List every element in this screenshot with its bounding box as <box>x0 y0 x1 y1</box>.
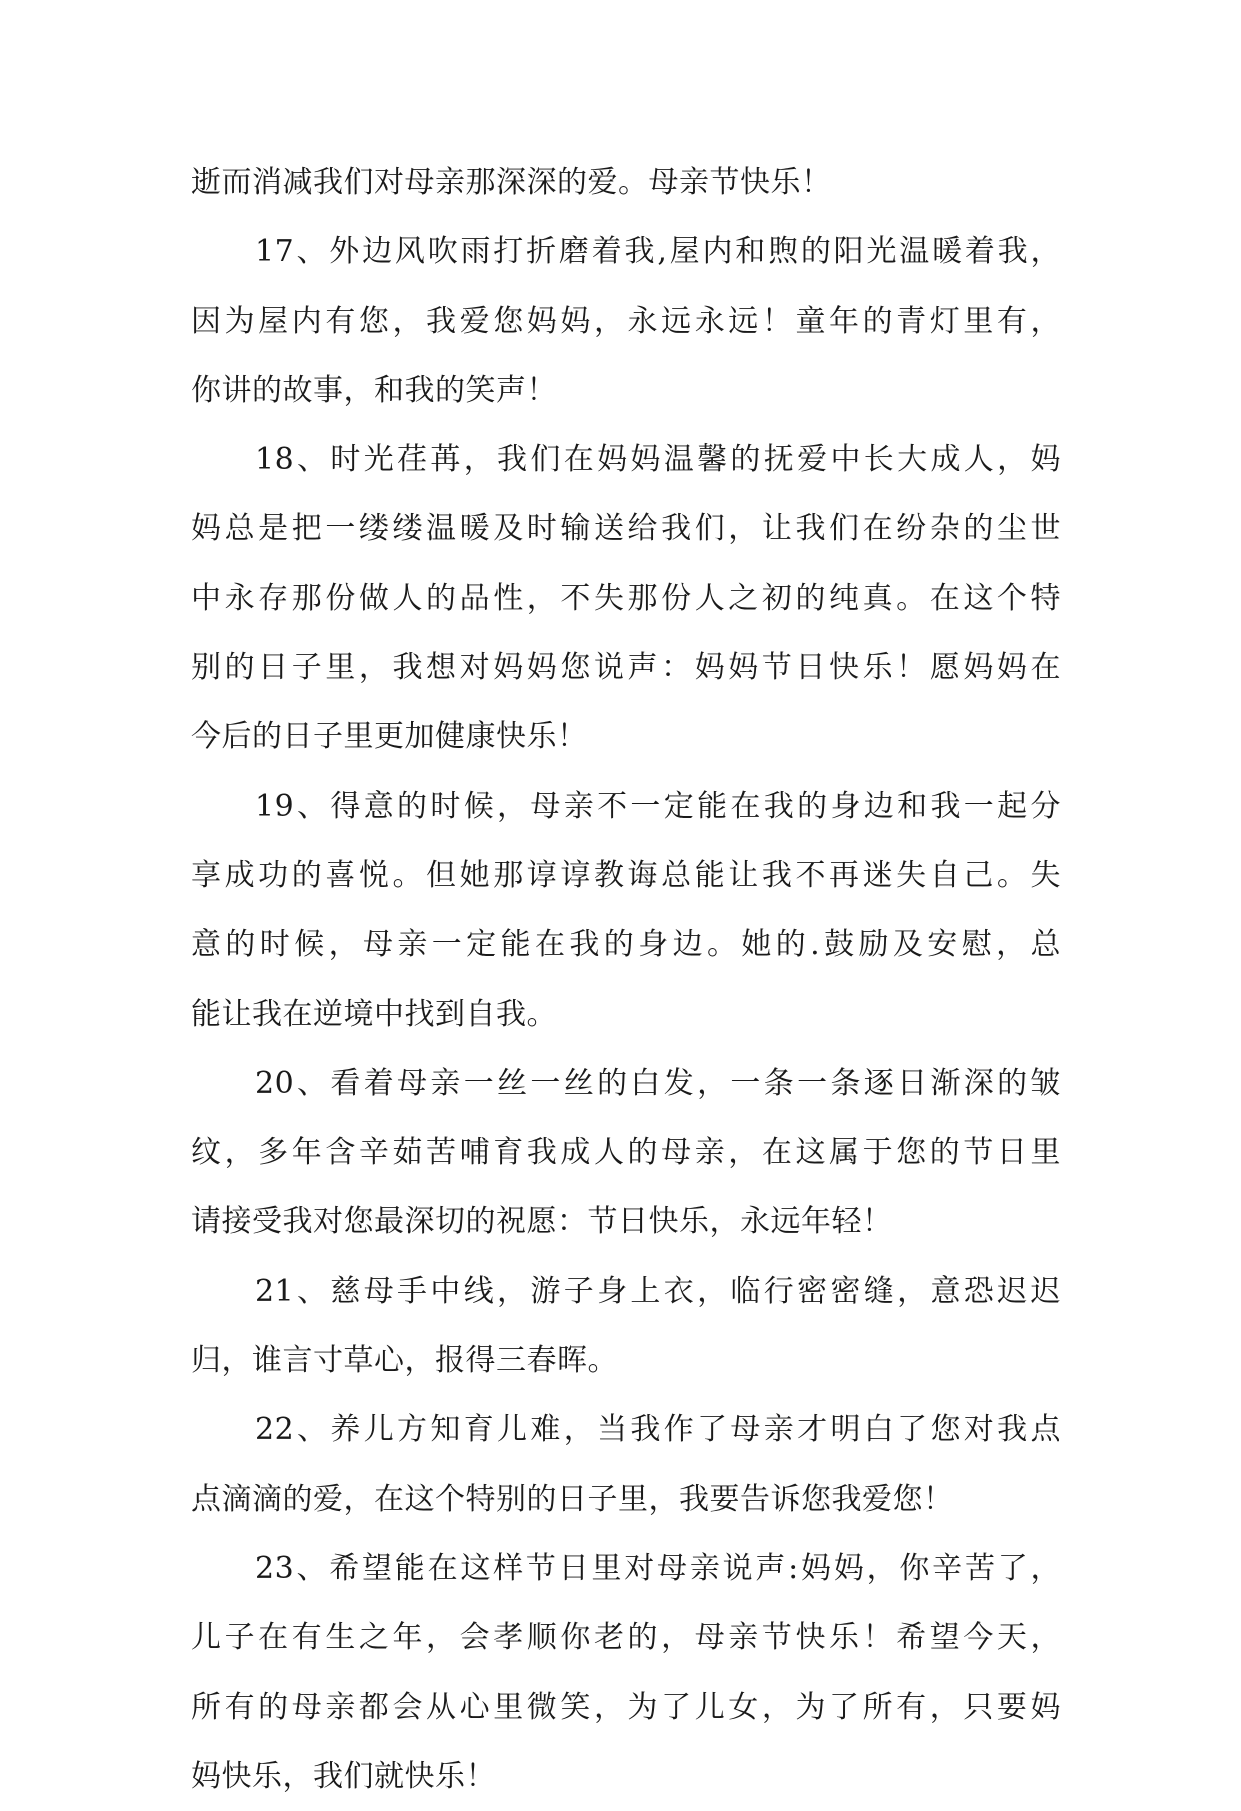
text-line: 妈总是把一缕缕温暖及时输送给我们，让我们在纷杂的尘世 <box>191 511 1061 547</box>
text-line: 逝而消减我们对母亲那深深的爱。母亲节快乐！ <box>191 165 832 200</box>
text-line: 纹，多年含辛茹苦哺育我成人的母亲，在这属于您的节日里 <box>191 1135 1061 1171</box>
text-line: 23、希望能在这样节日里对母亲说声:妈妈，你辛苦了， <box>255 1550 1061 1586</box>
text-line: 能让我在逆境中找到自我。 <box>191 996 557 1032</box>
text-line: 儿子在有生之年，会孝顺你老的，母亲节快乐！希望今天， <box>191 1620 1061 1656</box>
text-line: 意的时候，母亲一定能在我的身边。她的.鼓励及安慰，总 <box>191 927 1061 963</box>
text-line: 22、养儿方知育儿难，当我作了母亲才明白了您对我点 <box>255 1412 1061 1448</box>
text-line: 所有的母亲都会从心里微笑，为了儿女，为了所有，只要妈 <box>191 1689 1061 1725</box>
text-line: 妈快乐，我们就快乐！ <box>191 1758 496 1794</box>
text-line: 17、外边风吹雨打折磨着我,屋内和煦的阳光温暖着我， <box>255 234 1061 270</box>
text-line: 18、时光荏苒，我们在妈妈温馨的抚爱中长大成人，妈 <box>255 442 1061 478</box>
text-line: 请接受我对您最深切的祝愿：节日快乐，永远年轻！ <box>191 1204 893 1240</box>
text-line: 中永存那份做人的品性，不失那份人之初的纯真。在这个特 <box>191 580 1061 616</box>
document-body <box>191 148 1061 1811</box>
text-line: 你讲的故事，和我的笑声！ <box>191 372 557 408</box>
text-line: 享成功的喜悦。但她那谆谆教诲总能让我不再迷失自己。失 <box>191 857 1061 893</box>
text-line: 归，谁言寸草心，报得三春晖。 <box>191 1343 618 1379</box>
text-line: 今后的日子里更加健康快乐！ <box>191 719 588 755</box>
text-line: 因为屋内有您，我爱您妈妈，永远永远！童年的青灯里有， <box>191 303 1061 339</box>
text-line: 20、看着母亲一丝一丝的白发，一条一条逐日渐深的皱 <box>255 1065 1061 1101</box>
text-line: 21、慈母手中线，游子身上衣，临行密密缝，意恐迟迟 <box>255 1273 1061 1309</box>
text-line: 点滴滴的爱，在这个特别的日子里，我要告诉您我爱您！ <box>191 1481 954 1517</box>
text-line: 别的日子里，我想对妈妈您说声：妈妈节日快乐！愿妈妈在 <box>191 650 1061 686</box>
text-line: 19、得意的时候，母亲不一定能在我的身边和我一起分 <box>255 788 1061 824</box>
